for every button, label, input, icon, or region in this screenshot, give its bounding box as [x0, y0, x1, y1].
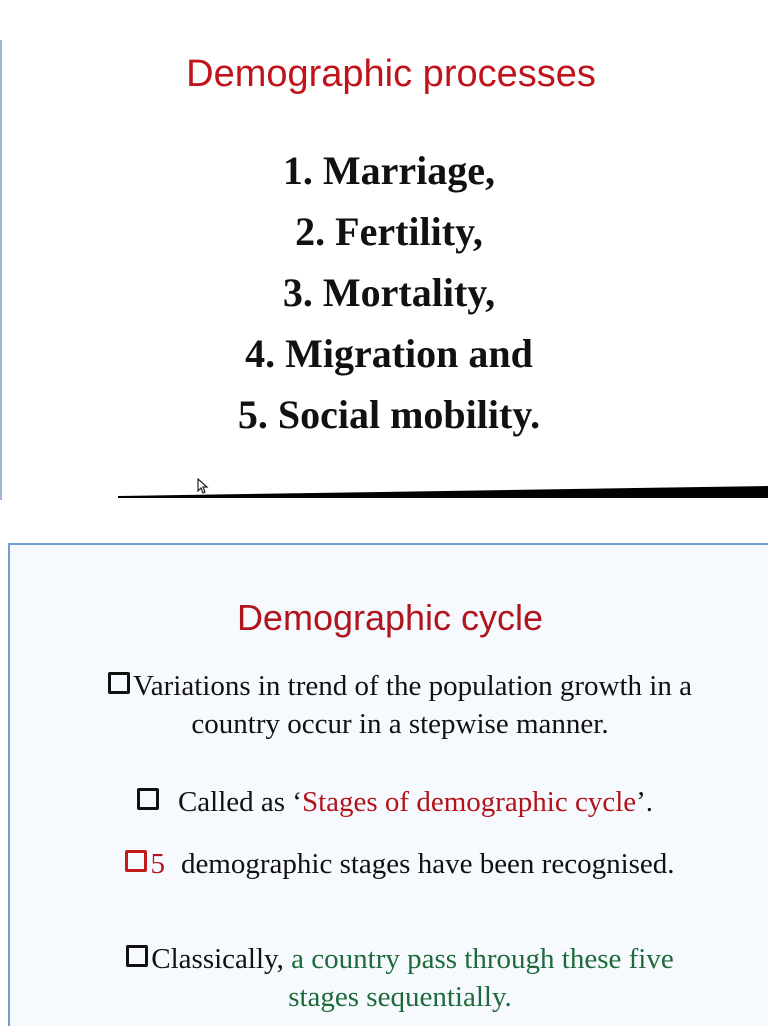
checkbox-icon	[125, 850, 147, 872]
bullet-text: Classically,	[151, 943, 284, 975]
bullet-text: demographic stages have been recognised.	[180, 848, 675, 880]
bullet-line	[50, 667, 750, 705]
list-item: 2. Fertility,	[295, 209, 483, 254]
bullet-line	[30, 940, 768, 978]
slide-title: Demographic processes	[186, 53, 596, 95]
bullet-text: Variations in trend of the population growth in a	[133, 670, 692, 702]
checkbox-icon	[126, 945, 148, 967]
list-item: 5. Social mobility.	[237, 392, 541, 437]
list-item: 4. Migration and	[245, 331, 533, 376]
slide-demographic-processes	[0, 0, 768, 500]
list-item: 3. Mortality,	[282, 270, 496, 315]
bullet-text: ’.	[636, 786, 654, 818]
checkbox-icon	[137, 788, 159, 810]
bullet-item	[50, 667, 750, 743]
underline-stroke	[118, 480, 768, 500]
slide-title: Demographic cycle	[236, 597, 544, 638]
highlight-text: Stages of demographic cycle	[301, 786, 637, 818]
checkbox-icon	[108, 672, 130, 694]
highlight-text: a country pass through these five	[291, 943, 674, 975]
bullet-item	[30, 783, 760, 821]
bullet-text: Called as ‘	[177, 786, 302, 818]
slide-demographic-cycle	[8, 543, 768, 1026]
bullet-item	[30, 940, 768, 1016]
bullet-line: country occur in a stepwise manner.	[191, 708, 609, 740]
stage-count: 5	[150, 848, 165, 880]
list-item: 1. Marriage,	[282, 148, 496, 193]
mouse-pointer-icon	[197, 478, 209, 494]
process-list	[0, 140, 768, 445]
bullet-line: stages sequentially.	[288, 981, 512, 1013]
bullet-item	[30, 845, 768, 883]
